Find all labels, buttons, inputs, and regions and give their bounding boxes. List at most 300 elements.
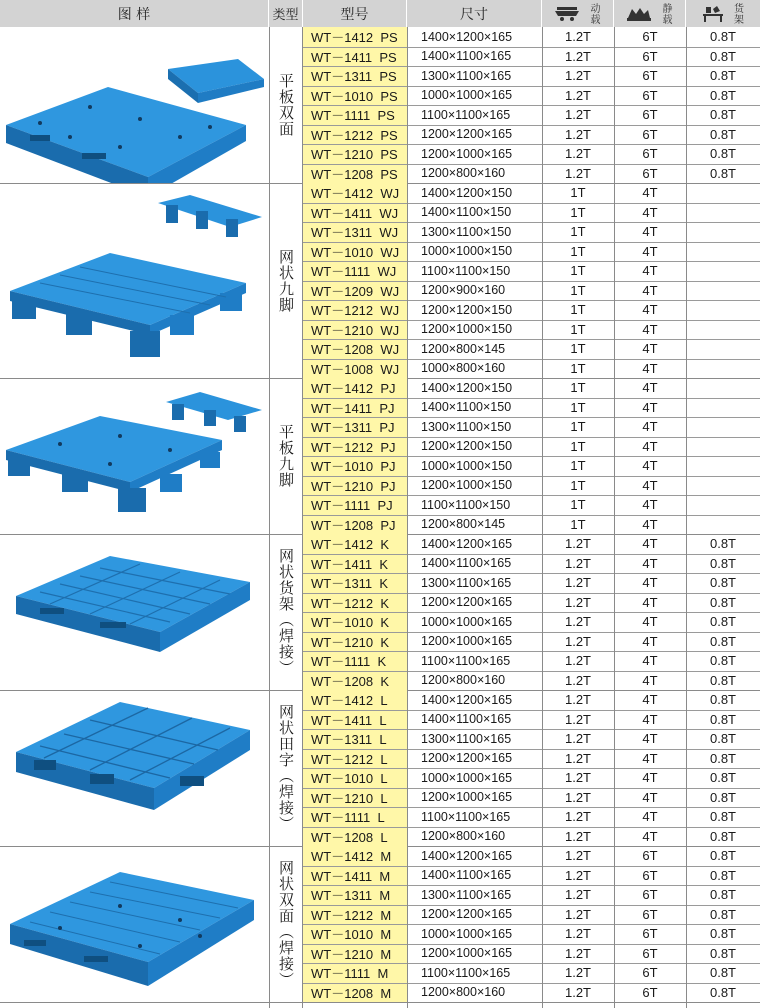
cell-dynamic: 1.2T <box>564 107 591 123</box>
cell-rack: 0.8T <box>709 828 736 844</box>
cell-model: WT－1412 WJ <box>303 183 407 203</box>
group-image-2 <box>0 378 269 534</box>
cell-dynamic: 1T <box>570 243 586 259</box>
cell-rack: 0.8T <box>709 126 736 142</box>
cell-rack: 0.8T <box>709 107 736 123</box>
cell-size: 1100×1100×165 <box>421 653 511 668</box>
cell-model: WT－1111 M <box>303 963 407 983</box>
cell-static: 4T <box>642 692 658 708</box>
cell-rack <box>686 417 760 437</box>
cell-rack: 0.8T <box>709 614 736 630</box>
cell-rack: 0.8T <box>709 633 736 649</box>
header-size <box>407 0 542 27</box>
cell-model: WT－1210 PJ <box>303 476 407 496</box>
cell-static: 4T <box>642 516 658 532</box>
cell-model: WT－1311 WJ <box>303 222 407 242</box>
row-divider <box>302 242 760 243</box>
cell-model: WT－1111 WJ <box>303 261 407 281</box>
cell-rack <box>686 456 760 476</box>
cell-rack <box>686 359 760 379</box>
cell-size: 1400×1100×165 <box>421 712 512 727</box>
cell-size: 1400×1200×165 <box>421 29 513 44</box>
cell-size: 1400×1200×165 <box>421 536 513 551</box>
cell-dynamic: 1.2T <box>564 653 591 669</box>
cell-dynamic: 1.2T <box>564 770 591 786</box>
cell-static: 4T <box>642 770 658 786</box>
cell-static: 4T <box>642 672 658 688</box>
cell-model: WT－1010 WJ <box>303 242 407 262</box>
cell-dynamic: 1T <box>570 497 586 513</box>
pallet-grid-field-welded-image <box>0 690 269 846</box>
cell-static: 4T <box>642 341 658 357</box>
row-divider <box>302 924 760 925</box>
group-type <box>269 378 302 534</box>
row-divider <box>302 573 760 574</box>
cell-rack: 0.8T <box>709 68 736 84</box>
cell-model: WT－1208 K <box>303 671 407 691</box>
row-divider <box>302 398 760 399</box>
cell-size: 1300×1100×165 <box>421 575 512 590</box>
pallet-flat-nine-leg-image <box>0 378 269 534</box>
cell-size: 1300×1100×165 <box>421 68 512 83</box>
cell-rack: 0.8T <box>709 984 736 1000</box>
cell-static: 6T <box>642 926 658 942</box>
cell-static: 6T <box>642 107 658 123</box>
cell-static: 4T <box>642 575 658 591</box>
row-divider <box>302 456 760 457</box>
cell-rack <box>686 183 760 203</box>
cell-rack <box>686 437 760 457</box>
cell-size: 1400×1100×165 <box>421 868 512 883</box>
header-image <box>0 0 269 27</box>
cell-static: 6T <box>642 984 658 1000</box>
cell-static: 6T <box>642 146 658 162</box>
cell-static: 4T <box>642 185 658 201</box>
cell-model: WT－1210 M <box>303 944 407 964</box>
row-divider <box>302 281 760 282</box>
rack-load-icon <box>702 5 724 23</box>
cell-size: 1000×1000×165 <box>421 88 513 103</box>
cell-model: WT－1311 K <box>303 573 407 593</box>
pallet-flat-double-image <box>0 27 269 183</box>
cell-size: 1100×1100×150 <box>421 497 511 512</box>
cell-dynamic: 1T <box>570 204 586 220</box>
header-dynamic-label: 动载 <box>588 2 599 25</box>
cell-rack: 0.8T <box>709 536 736 552</box>
group-type-label: 网状双面（焊接） <box>277 860 295 988</box>
column-divider <box>407 27 408 1008</box>
cell-static: 4T <box>642 302 658 318</box>
cell-static: 4T <box>642 614 658 630</box>
cell-static: 6T <box>642 87 658 103</box>
cell-size: 1100×1100×150 <box>421 263 511 278</box>
cell-size: 1000×1000×150 <box>421 458 513 473</box>
cell-static: 4T <box>642 380 658 396</box>
cell-model: WT－1210 PS <box>303 144 407 164</box>
row-divider <box>302 963 760 964</box>
cell-model: WT－1412 L <box>303 690 407 710</box>
cell-model: WT－1010 L <box>303 768 407 788</box>
cell-model: WT－1412 K <box>303 534 407 554</box>
row-divider <box>302 125 760 126</box>
cell-rack <box>686 203 760 223</box>
header-type-label: 类型 <box>272 8 299 23</box>
cell-dynamic: 1.2T <box>564 692 591 708</box>
cell-model: WT－1412 PJ <box>303 378 407 398</box>
row-divider <box>302 612 760 613</box>
cell-dynamic: 1.2T <box>564 711 591 727</box>
cell-dynamic: 1T <box>570 438 586 454</box>
cell-rack: 0.8T <box>709 965 736 981</box>
cell-rack <box>686 339 760 359</box>
group-image-5 <box>0 846 269 1002</box>
cell-model: WT－1208 WJ <box>303 339 407 359</box>
group-type <box>269 690 302 846</box>
cell-static: 4T <box>642 224 658 240</box>
cell-dynamic: 1T <box>570 419 586 435</box>
cell-static: 6T <box>642 906 658 922</box>
cell-size: 1300×1100×165 <box>421 887 512 902</box>
cell-rack: 0.8T <box>709 165 736 181</box>
dynamic-load-icon <box>554 6 580 22</box>
cell-static: 4T <box>642 399 658 415</box>
row-divider <box>302 651 760 652</box>
row-divider <box>302 729 760 730</box>
row-divider <box>302 885 760 886</box>
cell-size: 1200×900×160 <box>421 283 506 298</box>
group-image-4 <box>0 690 269 846</box>
cell-static: 4T <box>642 497 658 513</box>
group-type-label: 网状田字（焊接） <box>277 704 295 832</box>
cell-model: WT－1311 L <box>303 729 407 749</box>
cell-size: 1200×1200×165 <box>421 127 513 142</box>
cell-rack: 0.8T <box>709 945 736 961</box>
cell-dynamic: 1T <box>570 477 586 493</box>
cell-dynamic: 1.2T <box>564 926 591 942</box>
cell-model: WT－1311 M <box>303 885 407 905</box>
cell-rack <box>686 222 760 242</box>
cell-size: 1200×1200×165 <box>421 595 513 610</box>
column-divider <box>686 27 687 1008</box>
cell-rack: 0.8T <box>709 789 736 805</box>
cell-model: WT－1212 WJ <box>303 300 407 320</box>
group-type-label: 平板九脚 <box>277 424 295 488</box>
group-divider <box>0 1002 760 1003</box>
cell-static: 4T <box>642 633 658 649</box>
cell-dynamic: 1.2T <box>564 165 591 181</box>
cell-dynamic: 1T <box>570 380 586 396</box>
cell-size: 1000×1000×165 <box>421 614 513 629</box>
cell-dynamic: 1.2T <box>564 48 591 64</box>
group-type <box>269 183 302 378</box>
cell-static: 4T <box>642 458 658 474</box>
cell-model: WT－1212 PJ <box>303 437 407 457</box>
cell-static: 6T <box>642 48 658 64</box>
row-divider <box>302 827 760 828</box>
cell-size: 1400×1200×150 <box>421 185 513 200</box>
cell-model: WT－1210 WJ <box>303 320 407 340</box>
cell-dynamic: 1.2T <box>564 965 591 981</box>
cell-size: 1200×1000×165 <box>421 146 513 161</box>
group-type-label: 网状货架（焊接） <box>277 548 295 676</box>
cell-model: WT－1411 K <box>303 554 407 574</box>
group-image-3 <box>0 534 269 690</box>
row-divider <box>302 554 760 555</box>
row-divider <box>302 476 760 477</box>
cell-rack <box>686 242 760 262</box>
cell-dynamic: 1T <box>570 341 586 357</box>
header-model <box>303 0 407 27</box>
cell-size: 1200×800×160 <box>421 829 506 844</box>
cell-size: 1400×1100×150 <box>421 400 512 415</box>
cell-size: 1200×800×160 <box>421 166 506 181</box>
header-type <box>269 0 303 27</box>
cell-model: WT－1311 PS <box>303 66 407 86</box>
cell-model: WT－1212 L <box>303 749 407 769</box>
cell-dynamic: 1T <box>570 458 586 474</box>
cell-rack <box>686 261 760 281</box>
cell-static: 6T <box>642 945 658 961</box>
cell-model: WT－1208 M <box>303 983 407 1003</box>
column-divider <box>614 27 615 1008</box>
header-rack-label: 货架 <box>731 2 743 25</box>
cell-model: WT－1212 PS <box>303 125 407 145</box>
row-divider <box>302 944 760 945</box>
cell-dynamic: 1T <box>570 185 586 201</box>
row-divider <box>302 768 760 769</box>
cell-size: 1300×1100×150 <box>421 224 512 239</box>
row-divider <box>302 593 760 594</box>
cell-rack <box>686 515 760 535</box>
cell-rack: 0.8T <box>709 926 736 942</box>
cell-dynamic: 1.2T <box>564 750 591 766</box>
row-divider <box>302 86 760 87</box>
cell-rack <box>686 281 760 301</box>
cell-static: 4T <box>642 536 658 552</box>
cell-size: 1200×800×145 <box>421 517 506 532</box>
cell-rack: 0.8T <box>709 906 736 922</box>
group-image-0 <box>0 27 269 183</box>
row-divider <box>302 164 760 165</box>
cell-size: 1300×1100×150 <box>421 419 512 434</box>
row-divider <box>302 222 760 223</box>
cell-size: 1100×1100×165 <box>421 965 511 980</box>
cell-model: WT－1210 K <box>303 632 407 652</box>
cell-model: WT－1411 WJ <box>303 203 407 223</box>
cell-dynamic: 1T <box>570 282 586 298</box>
cell-rack: 0.8T <box>709 555 736 571</box>
cell-static: 4T <box>642 789 658 805</box>
row-divider <box>302 495 760 496</box>
cell-dynamic: 1.2T <box>564 809 591 825</box>
cell-dynamic: 1.2T <box>564 594 591 610</box>
cell-dynamic: 1.2T <box>564 828 591 844</box>
cell-static: 6T <box>642 126 658 142</box>
cell-static: 4T <box>642 263 658 279</box>
cell-static: 4T <box>642 653 658 669</box>
cell-size: 1400×1200×165 <box>421 692 513 707</box>
cell-rack: 0.8T <box>709 87 736 103</box>
row-divider <box>302 417 760 418</box>
cell-rack: 0.8T <box>709 887 736 903</box>
cell-dynamic: 1T <box>570 360 586 376</box>
cell-static: 4T <box>642 594 658 610</box>
cell-model: WT－1010 PS <box>303 86 407 106</box>
cell-model: WT－1212 M <box>303 905 407 925</box>
cell-static: 4T <box>642 204 658 220</box>
cell-rack: 0.8T <box>709 146 736 162</box>
row-divider <box>302 710 760 711</box>
cell-dynamic: 1.2T <box>564 906 591 922</box>
cell-dynamic: 1.2T <box>564 867 591 883</box>
row-divider <box>302 807 760 808</box>
cell-dynamic: 1.2T <box>564 672 591 688</box>
static-load-icon <box>626 6 652 22</box>
cell-dynamic: 1.2T <box>564 146 591 162</box>
cell-rack <box>686 320 760 340</box>
cell-size: 1000×1000×150 <box>421 244 513 259</box>
header-size-label: 尺寸 <box>460 6 488 23</box>
cell-size: 1200×800×160 <box>421 985 506 1000</box>
row-divider <box>302 515 760 516</box>
cell-rack: 0.8T <box>709 770 736 786</box>
cell-model: WT－1411 PS <box>303 47 407 67</box>
cell-static: 6T <box>642 165 658 181</box>
cell-size: 1400×1200×165 <box>421 848 513 863</box>
cell-size: 1200×1200×165 <box>421 751 513 766</box>
cell-dynamic: 1T <box>570 263 586 279</box>
column-divider <box>542 27 543 1008</box>
row-divider <box>302 437 760 438</box>
cell-model: WT－1111 PJ <box>303 495 407 515</box>
cell-rack: 0.8T <box>709 575 736 591</box>
row-divider <box>302 632 760 633</box>
row-divider <box>302 66 760 67</box>
cell-dynamic: 1T <box>570 399 586 415</box>
row-divider <box>302 866 760 867</box>
cell-dynamic: 1.2T <box>564 555 591 571</box>
cell-rack <box>686 300 760 320</box>
cell-rack: 0.8T <box>709 672 736 688</box>
row-divider <box>302 671 760 672</box>
cell-size: 1000×1000×165 <box>421 770 513 785</box>
cell-model: WT－1412 M <box>303 846 407 866</box>
cell-dynamic: 1.2T <box>564 536 591 552</box>
row-divider <box>302 261 760 262</box>
cell-rack <box>686 476 760 496</box>
group-type-label: 平板双面 <box>277 73 295 137</box>
cell-static: 4T <box>642 750 658 766</box>
cell-model: WT－1208 PS <box>303 164 407 184</box>
pallet-grid-nine-leg-image <box>0 183 269 378</box>
cell-static: 6T <box>642 887 658 903</box>
cell-rack: 0.8T <box>709 848 736 864</box>
cell-static: 4T <box>642 809 658 825</box>
cell-size: 1000×800×160 <box>421 361 506 376</box>
cell-dynamic: 1.2T <box>564 633 591 649</box>
cell-model: WT－1411 M <box>303 866 407 886</box>
row-divider <box>302 144 760 145</box>
cell-model: WT－1210 L <box>303 788 407 808</box>
row-divider <box>302 105 760 106</box>
cell-static: 4T <box>642 243 658 259</box>
cell-static: 6T <box>642 867 658 883</box>
cell-size: 1200×800×145 <box>421 341 506 356</box>
cell-model: WT－1111 L <box>303 807 407 827</box>
row-divider <box>302 788 760 789</box>
cell-rack: 0.8T <box>709 731 736 747</box>
row-divider <box>302 749 760 750</box>
cell-dynamic: 1.2T <box>564 731 591 747</box>
cell-dynamic: 1T <box>570 516 586 532</box>
cell-model: WT－1411 L <box>303 710 407 730</box>
cell-static: 6T <box>642 68 658 84</box>
cell-size: 1400×1200×150 <box>421 380 513 395</box>
cell-model: WT－1212 K <box>303 593 407 613</box>
cell-model: WT－1411 PJ <box>303 398 407 418</box>
row-divider <box>302 203 760 204</box>
cell-dynamic: 1.2T <box>564 126 591 142</box>
cell-rack <box>686 495 760 515</box>
row-divider <box>302 47 760 48</box>
row-divider <box>302 983 760 984</box>
cell-size: 1000×1000×165 <box>421 926 513 941</box>
header-static <box>614 0 686 27</box>
cell-size: 1200×1000×165 <box>421 790 513 805</box>
cell-static: 4T <box>642 360 658 376</box>
cell-size: 1200×800×160 <box>421 673 506 688</box>
cell-dynamic: 1.2T <box>564 68 591 84</box>
cell-dynamic: 1.2T <box>564 87 591 103</box>
cell-rack: 0.8T <box>709 867 736 883</box>
cell-dynamic: 1.2T <box>564 614 591 630</box>
cell-size: 1200×1200×165 <box>421 907 513 922</box>
cell-dynamic: 1.2T <box>564 789 591 805</box>
cell-static: 4T <box>642 438 658 454</box>
cell-size: 1100×1100×165 <box>421 107 511 122</box>
cell-dynamic: 1.2T <box>564 984 591 1000</box>
cell-model: WT－1412 PS <box>303 27 407 47</box>
cell-model: WT－1209 WJ <box>303 281 407 301</box>
cell-model: WT－1010 PJ <box>303 456 407 476</box>
cell-model: WT－1010 K <box>303 612 407 632</box>
cell-size: 1200×1000×150 <box>421 478 513 493</box>
cell-static: 4T <box>642 477 658 493</box>
pallet-grid-double-welded-image <box>0 846 269 1002</box>
cell-static: 6T <box>642 965 658 981</box>
cell-size: 1200×1200×150 <box>421 302 513 317</box>
cell-dynamic: 1.2T <box>564 848 591 864</box>
cell-static: 4T <box>642 828 658 844</box>
cell-rack: 0.8T <box>709 594 736 610</box>
header-static-label: 静载 <box>660 2 671 25</box>
cell-rack: 0.8T <box>709 48 736 64</box>
group-image-1 <box>0 183 269 378</box>
cell-dynamic: 1T <box>570 302 586 318</box>
group-type <box>269 27 302 183</box>
cell-model: WT－1208 PJ <box>303 515 407 535</box>
pallet-grid-rack-welded-image <box>0 534 269 690</box>
cell-static: 4T <box>642 419 658 435</box>
cell-static: 6T <box>642 29 658 45</box>
cell-size: 1200×1000×165 <box>421 634 513 649</box>
cell-static: 4T <box>642 282 658 298</box>
cell-static: 4T <box>642 321 658 337</box>
column-divider <box>269 27 270 1008</box>
cell-dynamic: 1.2T <box>564 575 591 591</box>
cell-static: 4T <box>642 555 658 571</box>
cell-size: 1200×1000×150 <box>421 322 513 337</box>
